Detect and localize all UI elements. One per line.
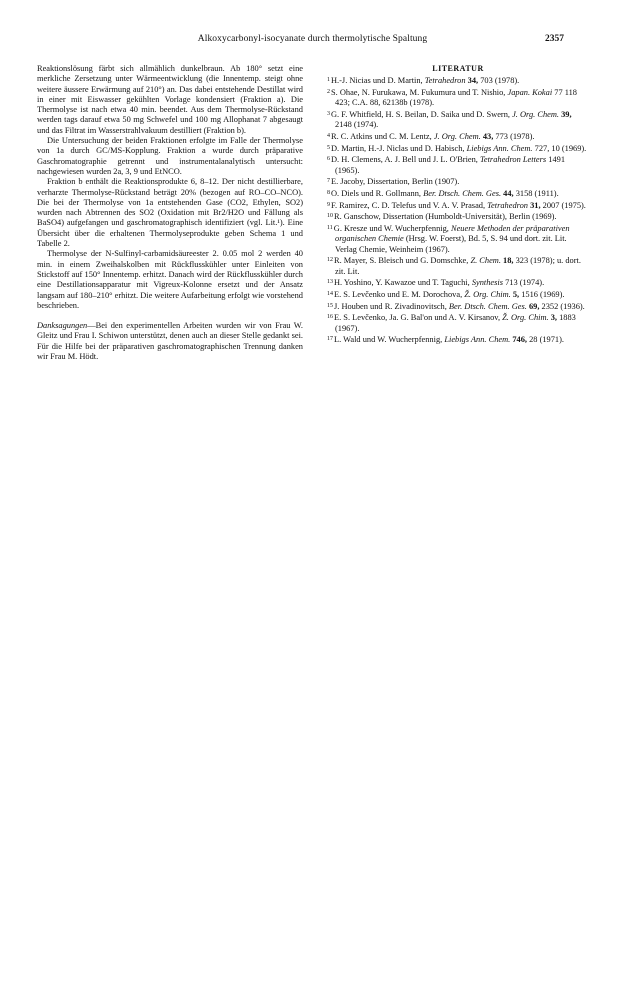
reference-details: 727, 10 (1969). — [532, 143, 587, 153]
reference-authors: E. S. Levčenko, Ja. G. Bal'on und A. V. Kirsanov, — [334, 313, 503, 323]
reference-details: 77 118 423; C.A. 88, 62138b (1978). — [335, 87, 577, 108]
reference-number: 3 — [327, 110, 330, 117]
reference-authors: R. C. Atkins und C. M. Lentz, — [331, 131, 434, 141]
paragraph-fraction-analysis: Die Untersuchung der beiden Fraktionen erfolgte im Falle der Thermolyse von 1a durch GC/MS-Kopplung. Fraktion a wurde durch präparative Gaschromatographie getrennt und instrumentalanalytisch untersucht: nachgewiesen wurden 2a, 3, 9 und EtNCO. — [37, 136, 303, 176]
reference-authors: E. S. Levčenko und E. M. Dorochova, — [334, 290, 465, 300]
reference-details: 2148 (1974). — [335, 120, 379, 130]
reference-number: 7 — [327, 178, 330, 185]
reference-number: 2 — [327, 88, 330, 95]
acknowledgement-paragraph — [37, 321, 303, 362]
reference-details: 703 (1978). — [478, 76, 520, 86]
reference-item — [327, 290, 589, 300]
reference-details: 1883 (1967). — [335, 313, 576, 333]
reference-authors: J. Houben und R. Zivadinovitsch, — [334, 301, 449, 311]
reference-details: 323 (1978); u. dort. zit. Lit. — [335, 256, 581, 276]
left-column — [37, 64, 303, 362]
reference-source: Neuere Methoden der präparativen organischen Chemie — [335, 224, 570, 244]
literature-heading: LITERATUR — [432, 64, 484, 73]
reference-source: Ž. Org. Chim. — [464, 290, 511, 300]
reference-number: 1 — [327, 77, 330, 84]
reference-details: (Hrsg. W. Foerst), Bd. 5, S. 94 und dort. zit. Lit. Verlag Chemie, Weinheim (1967). — [335, 234, 567, 254]
reference-number: 4 — [327, 132, 330, 139]
reference-list — [327, 76, 589, 345]
reference-authors: D. H. Clemens, A. J. Bell und J. L. O'Brien, — [331, 155, 480, 165]
reference-source: Tetrahedron Letters — [480, 155, 547, 165]
reference-item — [327, 177, 589, 187]
reference-authors: F. Ramirez, C. D. Telefus und V. A. V. Prasad, — [331, 200, 488, 210]
reference-number: 15 — [327, 302, 333, 309]
reference-number: 12 — [327, 257, 333, 264]
reference-details: 713 (1974). — [503, 278, 545, 288]
reference-item — [327, 201, 589, 211]
reference-number: 8 — [327, 190, 330, 196]
paragraph-fraction-b: Fraktion b enthält die Reaktionsprodukte 6, 8–12. Der nicht destillierbare, verharzte Thermolyse-Rückstand beträgt 20% (bezogen auf RO–CO–NCO). Die bei der Thermolyse von 1a entstehenden Gase (CO2, Ethylen, SO2) wurden nach Abtrennen des SO2 (Oxidation mit Br2/H2O und Fällung als BaSO4) aufgefangen und gaschromatographisch identifiziert (vgl. Lit.¹). Eine Übersicht über die erhaltenen Thermolyseprodukte geben Schema 1 und Tabelle 2. — [37, 177, 303, 249]
reference-volume: 69, — [526, 301, 540, 311]
reference-item — [327, 256, 589, 277]
reference-item — [327, 76, 589, 86]
reference-authors: O. Diels und R. Gollmann, — [331, 189, 424, 198]
reference-source: Ber. Dtsch. Chem. Ges. — [448, 301, 527, 311]
reference-volume: 746, — [510, 335, 527, 345]
reference-item — [327, 189, 589, 199]
reference-item — [327, 278, 589, 288]
reference-source: Ber. Dtsch. Chem. Ges. — [423, 189, 502, 198]
page-number: 2357 — [545, 34, 564, 44]
reference-item — [327, 302, 589, 312]
reference-details: 773 (1978). — [493, 131, 535, 141]
reference-details: 2007 (1975). — [540, 200, 586, 210]
acknowledgement-title: Danksagungen — [37, 321, 88, 331]
paragraph-reaction-solution: Reaktionslösung färbt sich allmählich dunkelbraun. Ab 180° setzt eine merkliche Zersetzung unter Wärmeentwicklung (die Innentemp. steigt ohne weitere äussere Erwärmung auf 210°) an. Das dabei entstehende Destillat wird in einer mit Eiswasser gekühlten Vorlage kondensiert (Fraktion a). Die Thermolyse ist nach etwa 40 min. beendet. Aus dem Thermolyse-Rückstand werden tags darauf etwa 50 mg Schwefel und 100 mg Allophanat 7 abgesaugt und das Filtrat im Wasserstrahlvakuum destilliert (Fraktion b). — [37, 64, 303, 135]
reference-volume: 31, — [527, 200, 541, 210]
reference-item — [327, 88, 589, 109]
reference-item — [327, 212, 589, 222]
reference-authors: H.-J. Nicias und D. Martin, — [331, 76, 425, 86]
references-column — [327, 64, 589, 347]
reference-number: 10 — [327, 213, 333, 220]
reference-volume: 3, — [548, 313, 557, 323]
reference-source: Tetrahedron — [487, 200, 528, 210]
acknowledgement-text: —Bei den experimentellen Arbeiten wurden wir von Frau W. Gleitz und Frau I. Schiwon unterstützt, denen auch an dieser Stelle gedankt sei. Für die Hilfe bei der präparativen gaschromatographischen Trennung danken wir Frau M. Hödt. — [37, 321, 303, 362]
reference-source: Liebigs Ann. Chem. — [444, 335, 511, 345]
reference-source: J. Org. Chem. — [433, 131, 481, 141]
reference-details: 3158 (1911). — [513, 189, 559, 198]
reference-source: Synthesis — [471, 278, 503, 288]
reference-item — [327, 224, 589, 255]
reference-number: 9 — [327, 201, 330, 208]
reference-number: 13 — [327, 279, 333, 286]
reference-number: 17 — [327, 336, 333, 343]
reference-details: 1516 (1969). — [519, 290, 565, 300]
reference-source: Tetrahedron — [424, 76, 466, 86]
reference-authors: G. Kresze und W. Wucherpfennig, — [333, 224, 451, 234]
reference-source: Z. Chem. — [470, 256, 501, 266]
reference-number: 5 — [327, 144, 330, 151]
reference-details: 2352 (1936). — [539, 301, 585, 311]
reference-item — [327, 132, 589, 142]
reference-number: 6 — [327, 156, 330, 163]
reference-authors: D. Martin, H.-J. Niclas und D. Habisch, — [331, 143, 467, 153]
reference-source: Liebigs Ann. Chem. — [466, 143, 533, 153]
reference-number: 14 — [327, 291, 333, 298]
reference-volume: 34, — [465, 76, 479, 86]
paragraph-thermolysis-procedure: Thermolyse der N-Sulfinyl-carbamidsäureester 2. 0.05 mol 2 werden 40 min. in einem Zweihalskolben mit Rückflusskühler unter Einleiten von Stickstoff auf 150° Innentemp. erhitzt. Danach wird der Rückflusskühler durch eine Destillationsapparatur mit Vigreux-Kolonne ersetzt und der Ansatz langsam auf 180–210° erhitzt. Die weitere Aufarbeitung erfolgt wie vorstehend beschrieben. — [37, 249, 303, 310]
reference-authors: G. F. Whitfield, H. S. Beilan, D. Saika und D. Swern, — [331, 109, 513, 119]
reference-authors: L. Wald und W. Wucherpfennig, — [334, 335, 445, 345]
reference-item — [327, 110, 589, 131]
reference-authors: S. Ohae, N. Furukawa, M. Fukumura und T. Nishio, — [331, 87, 508, 97]
reference-volume: 18, — [500, 256, 514, 266]
reference-volume: 5, — [510, 290, 520, 300]
reference-number: 16 — [327, 314, 333, 321]
reference-item — [327, 313, 589, 334]
reference-volume: 39, — [559, 109, 572, 119]
reference-volume: 43, — [480, 131, 494, 141]
running-head: Alkoxycarbonyl-isocyanate durch thermolytische Spaltung — [197, 34, 428, 44]
reference-source: Japan. Kokai — [507, 87, 553, 97]
reference-authors: R. Ganschow, Dissertation (Humboldt-Universität), Berlin (1969). — [334, 212, 557, 222]
reference-authors: H. Yoshino, Y. Kawazoe und T. Taguchi, — [334, 278, 472, 288]
reference-details: 1491 (1965). — [335, 155, 565, 175]
reference-authors: E. Jacoby, Dissertation, Berlin (1907). — [331, 177, 460, 187]
reference-item — [327, 155, 589, 176]
reference-details: 28 (1971). — [527, 335, 564, 345]
reference-item — [327, 335, 589, 345]
reference-source: Ž. Org. Chim. — [502, 313, 549, 323]
reference-source: J. Org. Chem. — [512, 109, 560, 119]
reference-number: 11 — [327, 225, 333, 232]
reference-volume: 44, — [501, 189, 514, 198]
reference-item — [327, 144, 589, 154]
reference-authors: R. Mayer, S. Bleisch und G. Domschke, — [334, 256, 471, 266]
